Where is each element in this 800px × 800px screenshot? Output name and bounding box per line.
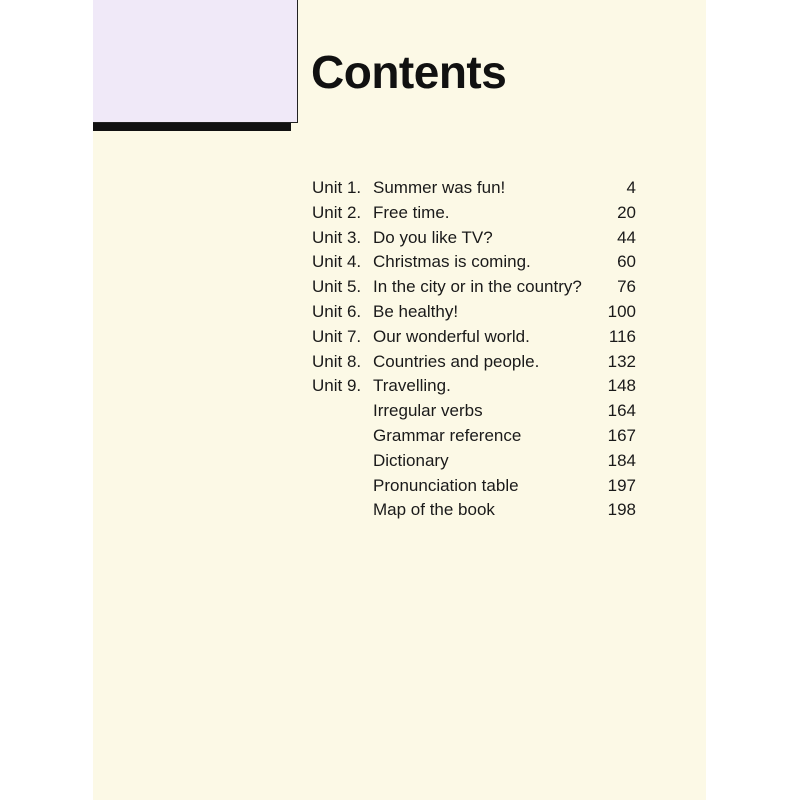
toc-entry xyxy=(312,250,636,275)
toc-page-number: 44 xyxy=(617,227,636,247)
toc-page-number: 167 xyxy=(607,425,636,445)
toc-entry-title: Our wonderful world. xyxy=(373,326,530,346)
toc-entry xyxy=(312,226,636,251)
toc-unit-number: Unit 6. xyxy=(312,301,362,321)
toc-page-number: 197 xyxy=(607,475,636,495)
page-title: Contents xyxy=(311,46,507,98)
toc-entry-title: Grammar reference xyxy=(373,425,522,445)
toc-entry xyxy=(312,449,636,474)
toc-page-number: 184 xyxy=(607,450,636,470)
toc-entry xyxy=(312,325,636,350)
toc-page-number: 60 xyxy=(617,252,636,272)
toc-entry-title: Dictionary xyxy=(373,450,449,470)
toc-page-number: 116 xyxy=(608,326,636,346)
toc-unit-number: Unit 5. xyxy=(312,277,362,297)
toc-entry-title: Do you like TV? xyxy=(373,227,493,247)
toc-entry-title: Be healthy! xyxy=(373,301,459,321)
toc-unit-number: Unit 4. xyxy=(312,252,362,272)
toc-page-number: 100 xyxy=(607,301,636,321)
toc-page-number: 20 xyxy=(617,202,636,222)
toc-page-number: 148 xyxy=(607,376,636,396)
toc-unit-number: Unit 8. xyxy=(312,351,362,371)
toc-entry-title: Free time. xyxy=(373,202,450,222)
toc-entry xyxy=(312,498,636,523)
toc-unit-number: Unit 3. xyxy=(312,227,362,247)
toc-unit-number: Unit 7. xyxy=(312,326,362,346)
toc-page-number: 4 xyxy=(626,178,636,197)
toc-entry-title: Countries and people. xyxy=(373,351,540,371)
toc-entry-title: Summer was fun! xyxy=(373,178,506,197)
toc-unit-number: Unit 9. xyxy=(312,376,362,396)
toc-entry-title: Irregular verbs xyxy=(373,401,483,421)
toc-entry-title: Map of the book xyxy=(373,500,495,520)
toc-entry xyxy=(312,399,636,424)
toc-page-number: 198 xyxy=(607,500,636,520)
toc-entry xyxy=(312,374,636,399)
toc-unit-number: Unit 1. xyxy=(312,178,362,197)
toc-entry xyxy=(312,474,636,499)
corner-decoration-box xyxy=(93,0,298,123)
toc-entry xyxy=(312,275,636,300)
toc-entry xyxy=(312,300,636,325)
toc-entry-title: Pronunciation table xyxy=(373,475,519,495)
toc-entry xyxy=(312,201,636,226)
toc-entry-title: Travelling. xyxy=(373,376,451,396)
table-of-contents xyxy=(312,176,636,523)
toc-entry xyxy=(312,424,636,449)
toc-page-number: 132 xyxy=(607,351,636,371)
toc-unit-number: Unit 2. xyxy=(312,202,362,222)
toc-entry xyxy=(312,350,636,375)
toc-entry xyxy=(312,176,636,201)
toc-entry-title: Christmas is coming. xyxy=(373,252,531,272)
toc-page-number: 164 xyxy=(607,401,636,421)
toc-entry-title: In the city or in the country? xyxy=(373,277,582,297)
toc-page-number: 76 xyxy=(617,277,636,297)
